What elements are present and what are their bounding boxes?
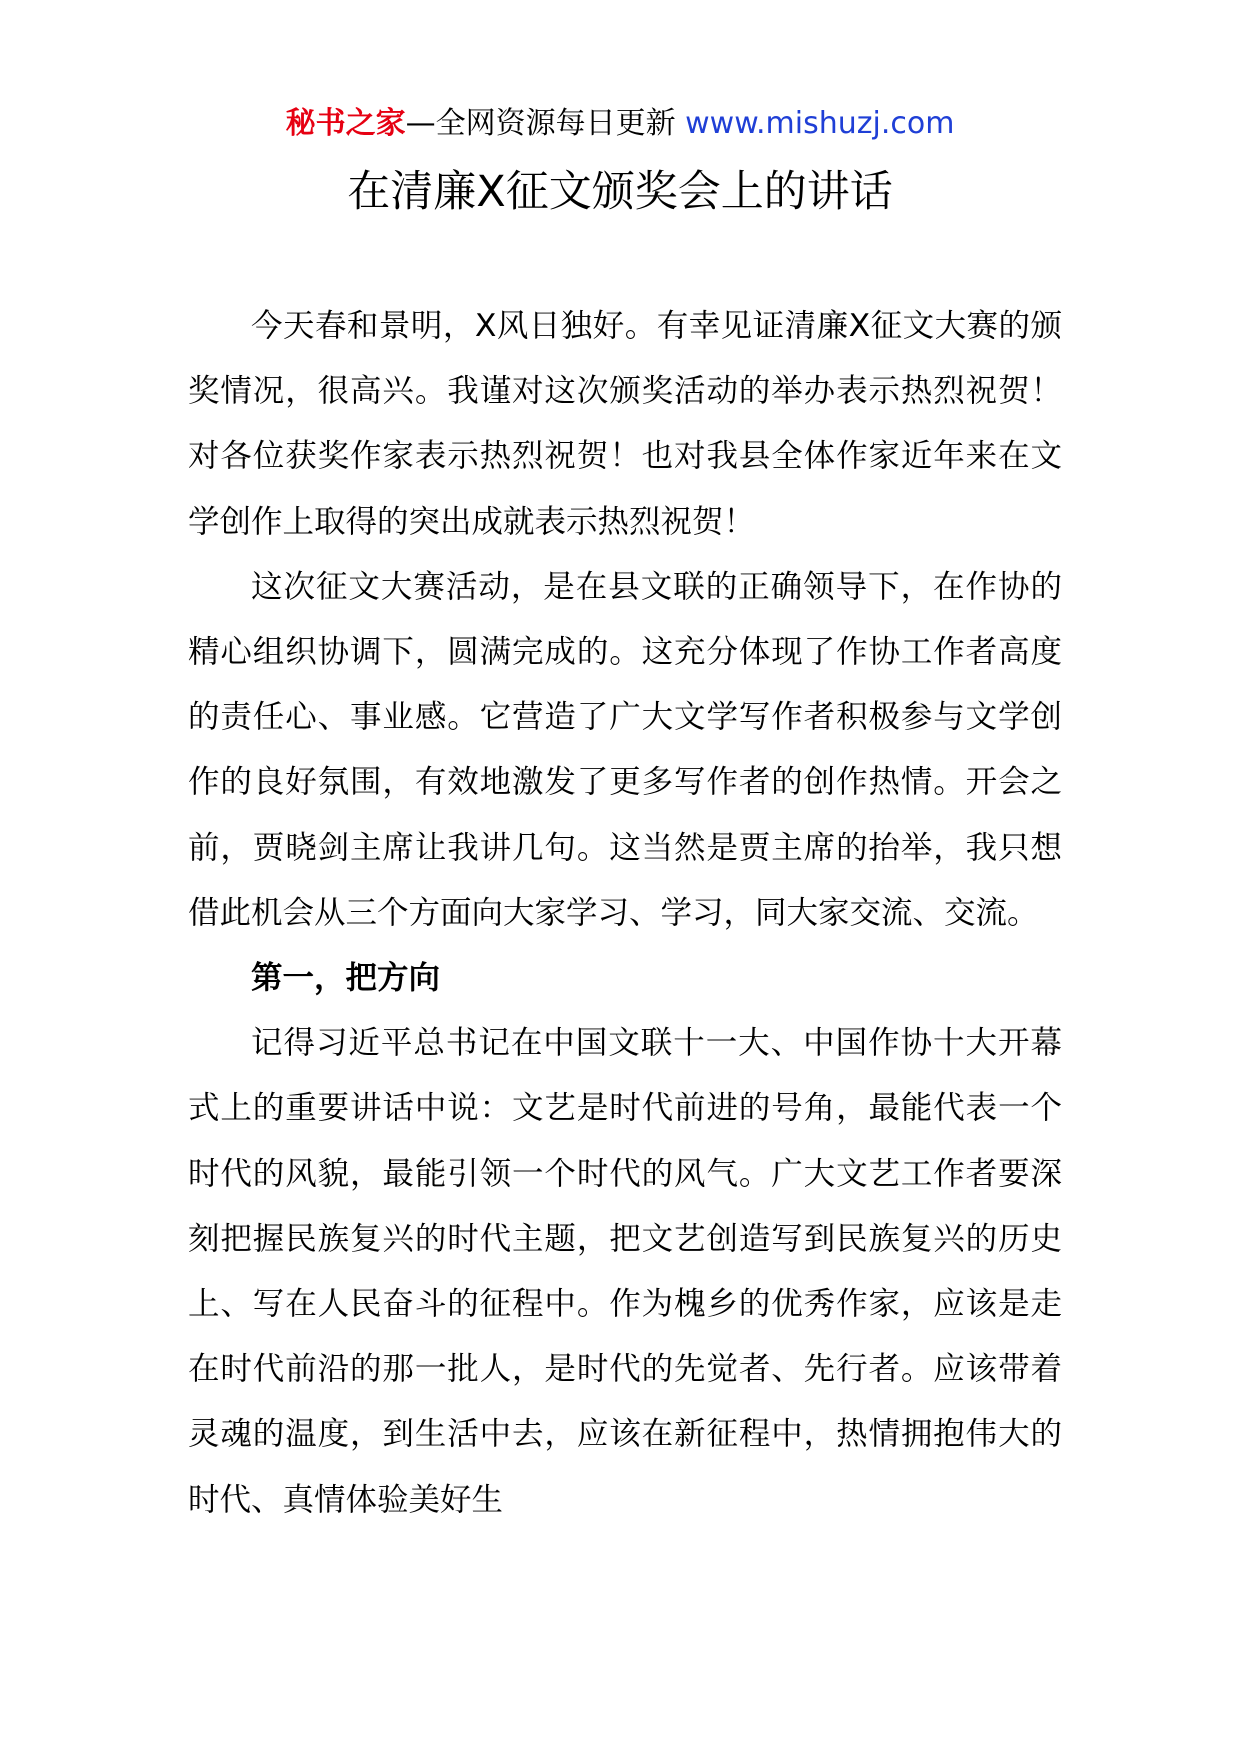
- paragraph-direction: 记得习近平总书记在中国文联十一大、中国作协十大开幕式上的重要讲话中说：文艺是时代前进的号角，最能代表一个时代的风貌，最能引领一个时代的风气。广大文艺工作者要深刻把握民族复兴的时代主题，把文艺创造写到民族复兴的历史上、写在人民奋斗的征程中。作为槐乡的优秀作家，应该是走在时代前沿的那一批人，是时代的先觉者、先行者。应该带着灵魂的温度，到生活中去，应该在新征程中，热情拥抱伟大的时代、真情体验美好生: [188, 1025, 1062, 1518]
- site-header: [0, 100, 1240, 148]
- paragraph-thanks: 这次征文大赛活动，是在县文联的正确领导下，在作协的精心组织协调下，圆满完成的。这充分体现了作协工作者高度的责任心、事业感。它营造了广大文学写作者积极参与文学创作的良好氛围，有效地激发了更多写作者的创作热情。开会之前，贾晓剑主席让我讲几句。这当然是贾主席的抬举，我只想借此机会从三个方面向大家学习、学习，同大家交流、交流。: [188, 568, 1062, 931]
- document-title: 在清廉X征文颁奖会上的讲话: [347, 167, 893, 217]
- paragraph-opening: 今天春和景明，X风日独好。有幸见证清廉X征文大赛的颁奖情况，很高兴。我谨对这次颁奖活动的举办表示热烈祝贺！对各位获奖作家表示热烈祝贺！也对我县全体作家近年来在文学创作上取得的突出成就表示热烈祝贺！: [188, 308, 1062, 540]
- section-heading-first: 第一，把方向: [251, 960, 441, 997]
- document-body: [188, 294, 1062, 1533]
- site-brand: 秘书之家: [285, 106, 406, 141]
- site-url[interactable]: www.mishuzj.com: [685, 106, 955, 141]
- site-slogan: —全网资源每日更新: [405, 106, 686, 141]
